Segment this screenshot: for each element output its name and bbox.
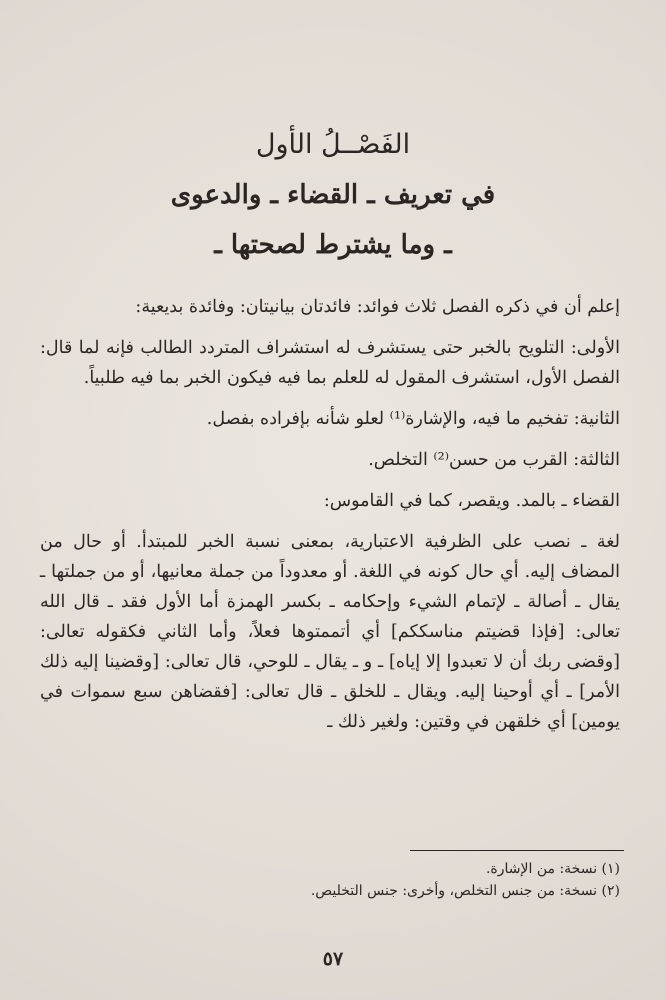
page-number: ٥٧: [322, 948, 344, 970]
chapter-subtitle-line-1: في تعريف ـ القضاء ـ والدعوى: [170, 180, 496, 210]
intro-paragraph: إعلم أن في ذكره الفصل ثلاث فوائد: فائدتان بيانيتان: وفائدة بديعية:: [135, 297, 620, 317]
paragraph-gap: [40, 434, 620, 445]
qadaa-paragraph: القضاء ـ بالمد. ويقصر، كما في القاموس:: [323, 491, 620, 511]
paragraph-gap: [40, 393, 620, 404]
footnote-1: (١) نسخة: من الإشارة.: [485, 861, 620, 877]
lugha-paragraph: لغة ـ نصب على الظرفية الاعتبارية، بمعنى نسبة الخبر للمبتدأ. أو حال من المضاف إليه. أي حال كونه في اللغة. أو معدوداً من جملة معانيها، أو من جملتها ـ يقال ـ أصالة ـ لإتمام الشيء وإحكامه ـ بكسر الهمزة أما الأول فقد ـ قال الله تعالى: [فإذا قضيتم مناسككم] أي أتممتوها فعلاً، وأما الثاني فكقوله تعالى: [وقضى ربك أن لا تعبدوا إلا إياه] ـ و ـ يقال ـ للوحي، قال تعالى: [وقضينا إليه ذلك الأمر] ـ أي أوحينا إليه. ويقال ـ للخلق ـ قال تعالى: [فقضاهن سبع سموات في يومين] أي خلقهن في وقتين: ولغير ذلك ـ: [40, 532, 620, 732]
third-benefit-paragraph: الثالثة: القرب من حسن⁽²⁾ التخلص.: [368, 450, 620, 470]
paragraph-gap: [40, 322, 620, 333]
footnote-divider: [410, 850, 624, 851]
chapter-subtitle-line-2: ـ وما يشترط لصحتها ـ: [214, 230, 452, 260]
paragraph-gap: [40, 516, 620, 527]
page-body: [40, 292, 620, 737]
chapter-heading: [0, 120, 666, 270]
footnote-2: (٢) نسخة: من جنس التخلص، وأخرى: جنس التخليص.: [310, 883, 620, 899]
chapter-title: الفَصْــلُ الأول: [255, 129, 411, 160]
second-benefit-paragraph: الثانية: تفخيم ما فيه، والإشارة⁽¹⁾ لعلو شأنه بإفراده بفصل.: [206, 409, 620, 429]
footnotes: [40, 858, 620, 902]
paragraph-gap: [40, 475, 620, 486]
first-benefit-paragraph: الأولى: التلويح بالخبر حتى يستشرف له استشراف المتردد الطالب فإنه لما قال: الفصل الأول، استشرف المقول له للعلم بما فيه فيكون الخبر بما فيه طلبياً.: [40, 338, 620, 388]
